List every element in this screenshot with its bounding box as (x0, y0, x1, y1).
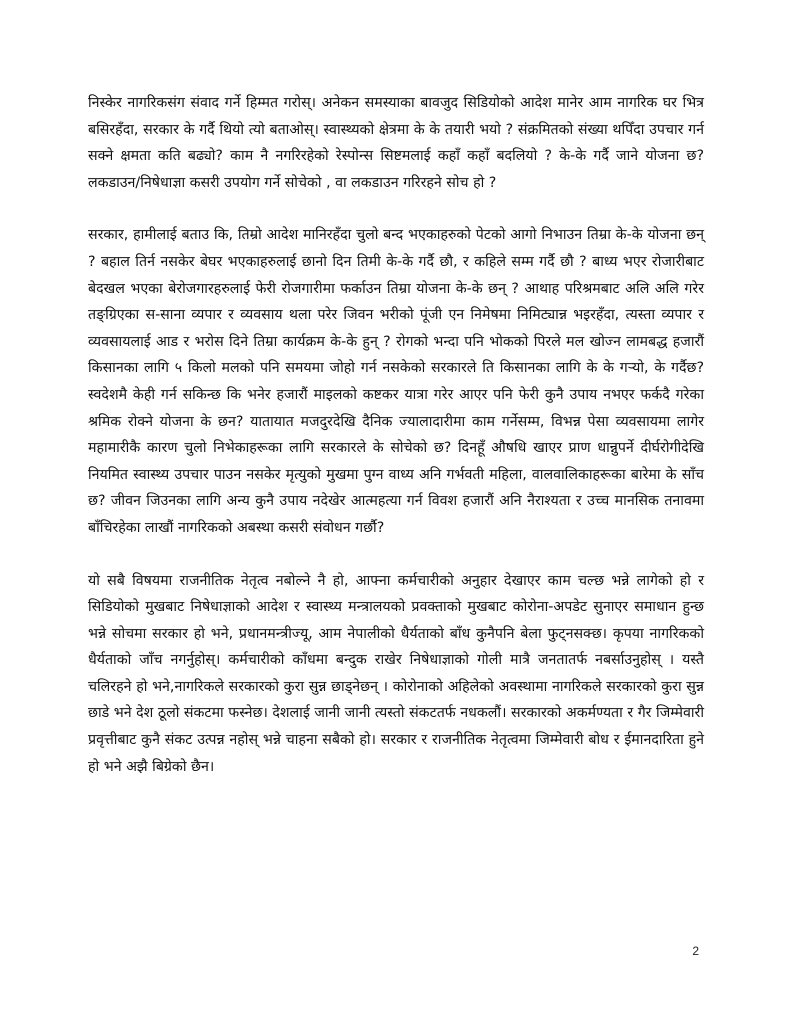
paragraph-2: सरकार, हामीलाई बताउ कि, तिम्रो आदेश मानिरहँदा चुलो बन्द भएकाहरुको पेटको आगो निभाउन तिम्रा के-के योजना छन् ? बहाल तिर्न नसकेर बेघर भएकाहरुलाई छानो दिन तिमी के-के गर्दै छौ, र कहिले सम्म गर्दै छौ ? बाध्य भएर रोजारीबाट बेदखल भएका बेरोजगारहरुलाई फेरी रोजगारीमा फर्काउन तिम्रा योजना के-के छन् ? आथाह परिश्रमबाट अलि अलि गरेर तङ्ग्रिएका स-साना व्यपार र व्यवसाय थला परेर जिवन भरीको पूंजी एन निमेषमा निमिट्यान्न भइरहँदा, त्यस्ता व्यपार र व्यवसायलाई आड र भरोस दिने तिम्रा कार्यक्रम के-के हुन् ? रोगको भन्दा पनि भोकको पिरले मल खोज्न लामबद्ध हजारौं किसानका लागि ५ किलो मलको पनि समयमा जोहो गर्न नसकेको सरकारले ति किसानका लागि के के गऱ्यो, के गर्दैछ? स्वदेशमै केही गर्न सकिन्छ कि भनेर हजारौं माइलको कष्टकर यात्रा गरेर आएर पनि फेरी कुनै उपाय नभएर फर्कदै गरेका श्रमिक रोक्ने योजना के छन? यातायात मजदुरदेखि दैनिक ज्यालादारीमा काम गर्नेसम्म, विभन्न पेसा व्यवसायमा लागेर महामारीकै कारण चुलो निभेकाहरूका लागि सरकारले के सोचेको छ? दिनहूँ औषधि खाएर प्राण धान्नुपर्ने दीर्घरोगीदेखि नियमित स्वास्थ्य उपचार पाउन नसकेर मृत्युको मुखमा पुग्न वाध्य अनि गर्भवती महिला, वालवालिकाहरूका बारेमा के साँच छ? जीवन जिउनका लागि अन्य कुनै उपाय नदेखेर आत्महत्या गर्न विवश हजारौं अनि नैराश्यता र उच्च मानसिक तनावमा बाँचिरहेका लाखौं नागरिकको अबस्था कसरी संवोधन गर्छौ? (88, 227, 704, 536)
document-body (88, 90, 704, 780)
paragraph-3: यो सबै विषयमा राजनीतिक नेतृत्व नबोल्ने नै हो, आफ्ना कर्मचारीको अनुहार देखाएर काम चल्छ भन्ने लागेको हो र सिडियोको मुखबाट निषेधाज्ञाको आदेश र स्वास्थ्य मन्त्रालयको प्रवक्ताको मुखबाट कोरोना-अपडेट सुनाएर समाधान हुन्छ भन्ने सोचमा सरकार हो भने, प्रधानमन्त्रीज्यू, आम नेपालीको धैर्यताको बाँध कुनैपनि बेला फुट्नसक्छ। कृपया नागरिकको धैर्यताको जाँच नगर्नुहोस्। कर्मचारीको काँधमा बन्दुक राखेर निषेधाज्ञाको गोली मात्रै जनतातर्फ नबर्साउनुहोस् । यस्तै चलिरहने हो भने,नागरिकले सरकारको कुरा सुन्न छाड्नेछन् । कोरोनाको अहिलेको अवस्थामा नागरिकले सरकारको कुरा सुन्न छाडे भने देश ठूलो संकटमा फस्नेछ। देशलाई जानी जानी त्यस्तो संकटतर्फ नधकलौं। सरकारको अकर्मण्यता र गैर जिम्मेवारी प्रवृत्तीबाट कुनै संकट उत्पन्न नहोस् भन्ने चाहना सबैको हो। सरकार र राजनीतिक नेतृत्वमा जिम्मेवारी बोध र ईमानदारिता हुने हो भने अझै बिग्रेको छैन। (88, 572, 704, 775)
page-number: 2 (692, 944, 699, 958)
paragraph-1: निस्केर नागरिकसंग संवाद गर्ने हिम्मत गरोस्। अनेकन समस्याका बावजुद सिडियोको आदेश मानेर आम नागरिक घर भित्र बसिरहँदा, सरकार के गर्दै थियो त्यो बताओस्। स्वास्थ्यको क्षेत्रमा के के तयारी भयो ? संक्रमितको संख्या थपिँदा उपचार गर्न सक्ने क्षमता कति बढ्यो? काम नै नगरिरहेको रेस्पोन्स सिष्टमलाई कहाँ कहाँ बदलियो ? के-के गर्दै जाने योजना छ? लकडाउन/निषेधाज्ञा कसरी उपयोग गर्ने सोचेको , वा लकडाउन गरिरहने सोच हो ? (88, 95, 704, 191)
